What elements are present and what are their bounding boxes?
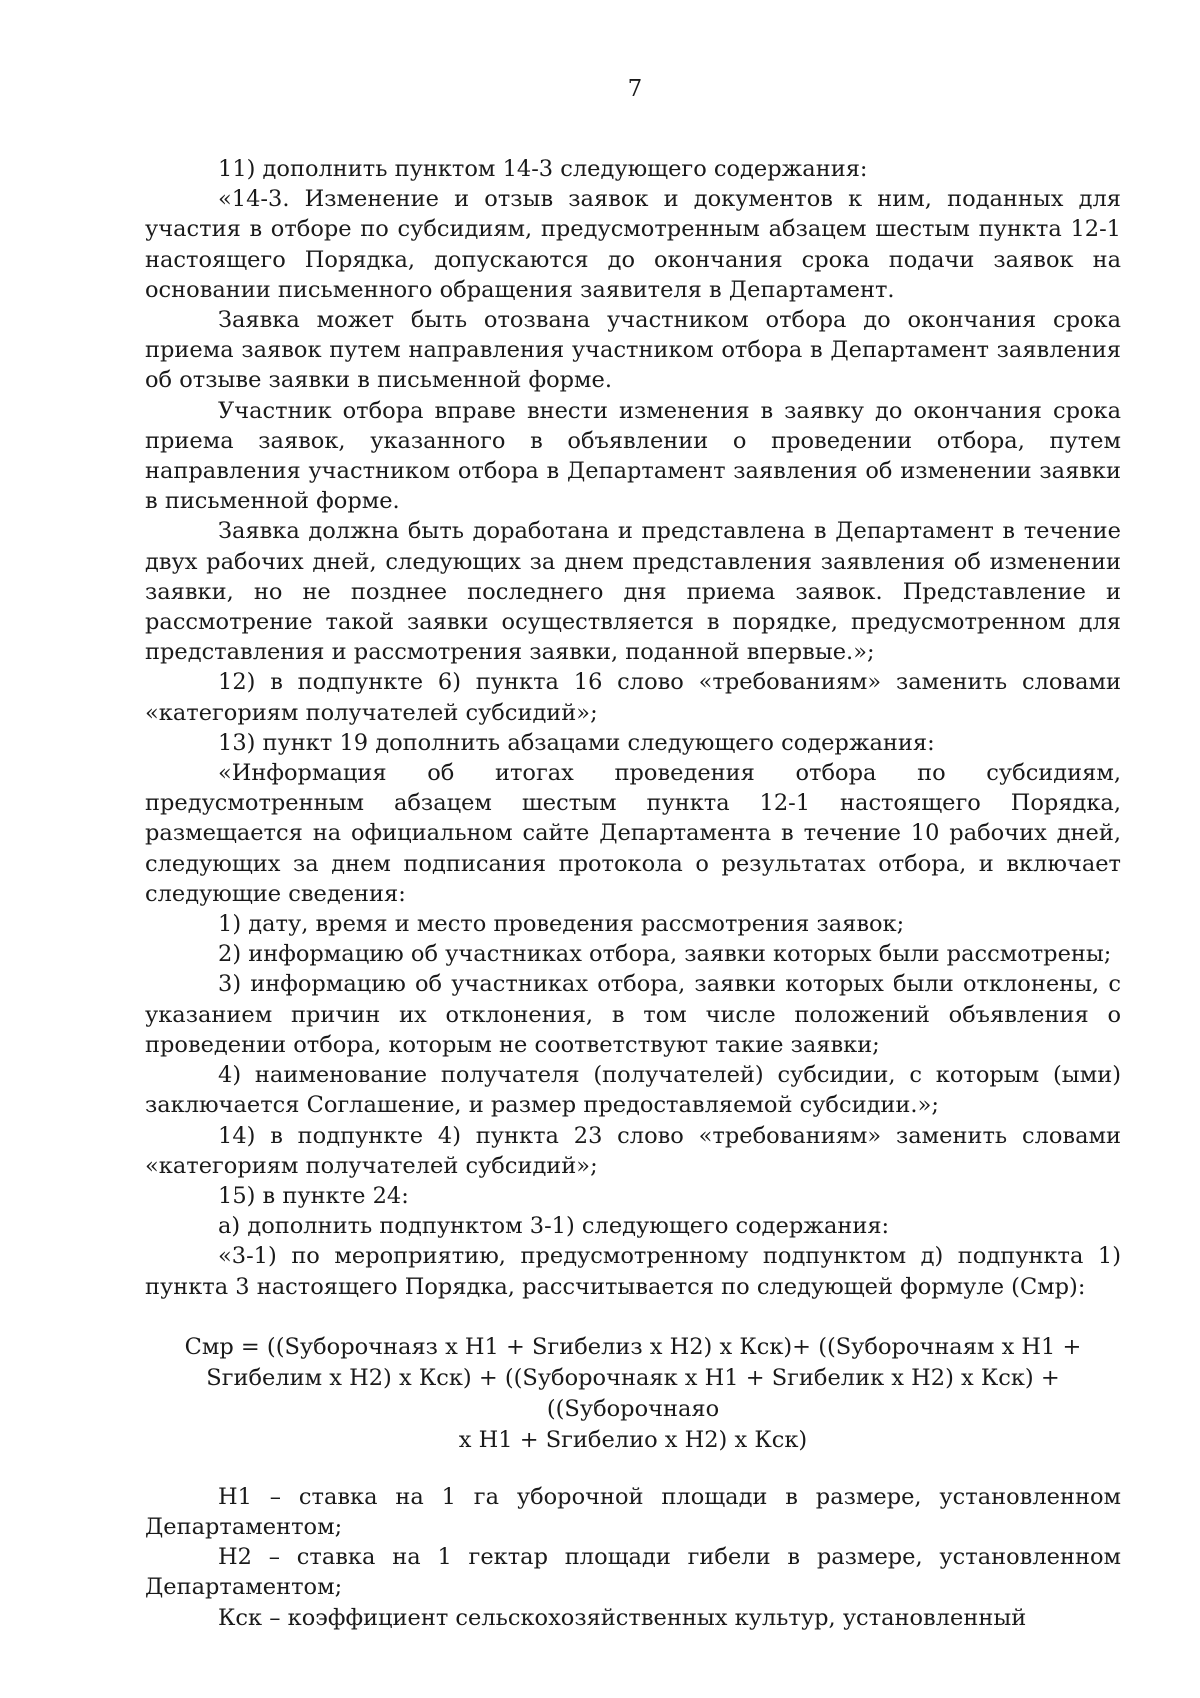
paragraph: 1) дату, время и место проведения рассмотрения заявок; bbox=[218, 911, 905, 938]
document-body bbox=[145, 154, 1121, 1633]
paragraph: 11) дополнить пунктом 14-3 следующего содержания: bbox=[218, 156, 868, 182]
paragraph: «14-3. Изменение и отзыв заявок и документов к ним, поданных для участия в отборе по субсидиям, предусмотренным абзацем шестым пункта 12-1 настоящего Порядка, допускаются до окончания срока подачи заявок на основании письменного обращения заявителя в Департамент. bbox=[145, 186, 1121, 303]
paragraph: «3-1) по мероприятию, предусмотренному подпунктом д) подпункта 1) пункта 3 настоящего Порядка, рассчитывается по следующей формуле (Смр): bbox=[145, 1243, 1121, 1300]
paragraph: а) дополнить подпунктом 3-1) следующего содержания: bbox=[218, 1213, 890, 1240]
paragraph: 4) наименование получателя (получателей) субсидии, с которым (ыми) заключается Соглашение, и размер предоставляемой субсидии.»; bbox=[145, 1062, 1121, 1119]
page-number: 7 bbox=[627, 76, 643, 102]
paragraph: Участник отбора вправе внести изменения в заявку до окончания срока приема заявок, указанного в объявлении о проведении отбора, путем направления участником отбора в Департамент заявления об изменении заявки в письменной форме. bbox=[145, 397, 1121, 515]
definition: Н1 – ставка на 1 га уборочной площади в размере, установленном Департаментом; bbox=[145, 1483, 1121, 1540]
paragraph: 3) информацию об участниках отбора, заявки которых были отклонены, с указанием причин их отклонения, в том числе положений объявления о проведении отбора, которым не соответствуют такие заявки; bbox=[145, 971, 1121, 1058]
paragraph: «Информация об итогах проведения отбора по субсидиям, предусмотренным абзацем шестым пункта 12-1 настоящего Порядка, размещается на официальном сайте Департамента в течение 10 рабочих дней, следующих за днем подписания протокола о результатах отбора, и включает следующие сведения: bbox=[145, 760, 1121, 907]
formula-line: Смр = ((Sуборочнаяз x Н1 + Sгибелиз x Н2) x Кск)+ ((Sуборочнаям x Н1 + bbox=[184, 1333, 1082, 1360]
paragraph: 13) пункт 19 дополнить абзацами следующего содержания: bbox=[218, 729, 935, 756]
paragraph: 14) в подпункте 4) пункта 23 слово «требованиям» заменить словами «категориям получателей субсидий»; bbox=[145, 1122, 1121, 1179]
formula-line: Sгибелим x Н2) x Кск) + ((Sуборочнаяк x Н1 + Sгибелик x Н2) x Кск) + ((Sуборочнаяо bbox=[206, 1364, 1060, 1422]
formula bbox=[145, 1332, 1121, 1456]
paragraph: Заявка должна быть доработана и представлена в Департамент в течение двух рабочих дней, следующих за днем представления заявления об изменении заявки, но не позднее последнего дня приема заявок. Представление и рассмотрение такой заявки осуществляется в порядке, предусмотренном для представления и рассмотрения заявки, поданной впервые.»; bbox=[145, 518, 1121, 666]
paragraph: 15) в пункте 24: bbox=[218, 1182, 409, 1209]
formula-line: x Н1 + Sгибелио x Н2) x Кск) bbox=[458, 1426, 808, 1453]
paragraph: 2) информацию об участниках отбора, заявки которых были рассмотрены; bbox=[218, 941, 1112, 968]
paragraph: Заявка может быть отозвана участником отбора до окончания срока приема заявок путем направления участником отбора в Департамент заявления об отзыве заявки в письменной форме. bbox=[145, 307, 1121, 394]
paragraph: 12) в подпункте 6) пункта 16 слово «требованиям» заменить словами «категориям получателей субсидий»; bbox=[145, 669, 1121, 726]
definition: Н2 – ставка на 1 гектар площади гибели в размере, установленном Департаментом; bbox=[145, 1544, 1121, 1601]
definition: Кск – коэффициент сельскохозяйственных культур, установленный bbox=[218, 1604, 1027, 1631]
